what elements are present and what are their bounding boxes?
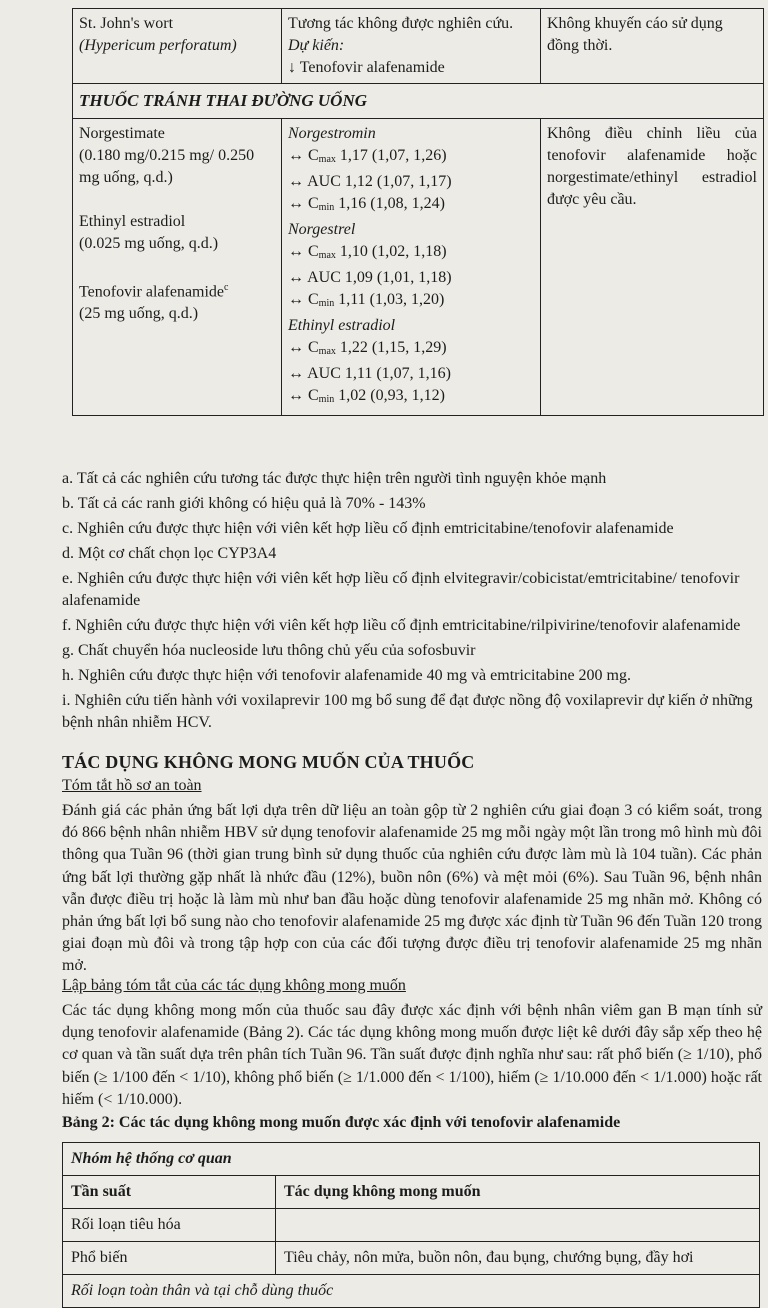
- effect-cell: [282, 9, 541, 84]
- summary-heading: Tóm tắt hồ sơ an toàn: [62, 777, 202, 794]
- section-heading: TÁC DỤNG KHÔNG MONG MUỐN CỦA THUỐC: [62, 752, 475, 772]
- group3-cmin: ↔ $C_{min}$ 1,02 (0,93, 1,12): [288, 387, 445, 405]
- footnote-h: h. Nghiên cứu được thực hiện với tenofovir alafenamide 40 mg và emtricitabine 200 mg.: [62, 667, 631, 684]
- adverse-effects-table: [62, 1142, 760, 1308]
- effects-cell: Tiêu chảy, nôn mửa, buồn nôn, đau bụng, chướng bụng, đầy hơi: [276, 1242, 760, 1275]
- group2-cmax: ↔ $C_{max}$ 1,10 (1,02, 1,18): [288, 243, 447, 261]
- footnote-d: d. Một cơ chất chọn lọc CYP3A4: [62, 545, 277, 562]
- group1-auc: ↔ AUC 1,12 (1,07, 1,17): [288, 173, 452, 190]
- system-column-header: Nhóm hệ thống cơ quan: [63, 1143, 760, 1176]
- drug-latin-name: (Hypericum perforatum): [79, 37, 237, 54]
- interaction-table: [72, 8, 764, 416]
- section-title: THUỐC TRÁNH THAI ĐƯỜNG UỐNG: [73, 84, 764, 119]
- group3-name: Ethinyl estradiol: [288, 317, 396, 334]
- group3-cmax: ↔ $C_{max}$ 1,22 (1,15, 1,29): [288, 339, 447, 357]
- frequency-cell: Phổ biến: [63, 1242, 276, 1275]
- table-row: [63, 1242, 760, 1275]
- drug-cell: [73, 119, 282, 416]
- table-row: [63, 1143, 760, 1176]
- table-row: [73, 9, 764, 84]
- organ-group: Rối loạn toàn thân và tại chỗ dùng thuốc: [63, 1275, 760, 1308]
- effect-column-header: Tác dụng không mong muốn: [276, 1176, 760, 1209]
- effect-text: Tương tác không được nghiên cứu.: [288, 15, 514, 32]
- summary-paragraph: Đánh giá các phản ứng bất lợi dựa trên dữ liệu an toàn gộp từ 2 nghiên cứu giai đoạn 3 có kiểm soát, trong đó 866 bệnh nhân nhiễm HBV sử dụng tenofovir alafenamide 25 mg mỗi ngày một lần trong mô hình mù đôi thông qua Tuần 96 (thời gian trung bình sử dụng thuốc của nghiên cứu được làm mù là 104 tuần). Các phản ứng bất lợi thường gặp nhất là nhức đầu (12%), buồn nôn (6%) và mệt mỏi (6%). Sau Tuần 96, bệnh nhân vẫn được điều trị hoặc là làm mù như ban đầu hoặc dùng tenofovir alafenamide 25 mg nhãn mở. Không có phản ứng bất lợi bổ sung nào cho tenofovir alafenamide 25 mg được xác định từ Tuần 96 đến Tuần 120 trong giai đoạn mù đôi và trong tập hợp con của các đối tượng được điều trị tenofovir alafenamide 25 mg nhãn mở.: [62, 802, 762, 975]
- group2-name: Norgestrel: [288, 221, 356, 238]
- table-row: [63, 1209, 760, 1242]
- footnotes: [62, 468, 766, 737]
- drug-cell: [73, 9, 282, 84]
- group1-name: Norgestromin: [288, 125, 376, 142]
- drug1-dose: (0.180 mg/0.215 mg/ 0.250 mg uống, q.d.): [79, 147, 255, 186]
- effect-value: ↓ Tenofovir alafenamide: [288, 59, 445, 76]
- drug-name: St. John's wort: [79, 15, 174, 32]
- table-row: [73, 119, 764, 416]
- footnote-a: a. Tất cả các nghiên cứu tương tác được thực hiện trên người tình nguyện khỏe mạnh: [62, 470, 607, 487]
- effect-expected: Dự kiến:: [288, 37, 345, 54]
- frequency-column-header: Tần suất: [63, 1176, 276, 1209]
- group1-cmax: ↔ $C_{max}$ 1,17 (1,07, 1,26): [288, 147, 447, 165]
- table-row: [63, 1176, 760, 1209]
- footnote-c: c. Nghiên cứu được thực hiện với viên kết hợp liều cố định emtricitabine/tenofovir alafenamide: [62, 520, 674, 537]
- footnote-e: e. Nghiên cứu được thực hiện với viên kết hợp liều cố định elvitegravir/cobicistat/emtricitabine/ tenofovir alafenamide: [62, 570, 740, 609]
- footnote-b: b. Tất cả các ranh giới không có hiệu quả là 70% - 143%: [62, 495, 426, 512]
- table-paragraph: Các tác dụng không mong mốn của thuốc sau đây được xác định với bệnh nhân viêm gan B mạn tính sử dụng tenofovir alafenamide (Bảng 2). Các tác dụng không mong muốn được liệt kê dưới đây sắp xếp theo hệ cơ quan và tần suất dựa trên phân tích Tuần 96. Tần suất được định nghĩa như sau: rất phổ biến (≥ 1/10), phổ biến (≥ 1/100 đến < 1/10), không phổ biến (≥ 1/1.000 đến < 1/100), hiếm (≥ 1/10.000 đến < 1/1.000) hoặc rất hiếm (< 1/10.000).: [62, 1002, 762, 1108]
- drug2-name: Ethinyl estradiol: [79, 213, 186, 230]
- group1-cmin: ↔ $C_{min}$ 1,16 (1,08, 1,24): [288, 195, 445, 213]
- recommendation-cell: Không khuyến cáo sử dụng đồng thời.: [541, 9, 764, 84]
- table-heading: Lập bảng tóm tắt của các tác dụng không mong muốn: [62, 977, 406, 994]
- drug3-dose: (25 mg uống, q.d.): [79, 305, 199, 323]
- drug1-name: Norgestimate: [79, 125, 165, 142]
- drug3-name: Tenofovir alafenamide$^c$: [79, 282, 229, 301]
- empty-cell: [276, 1209, 760, 1242]
- table-row: [63, 1275, 760, 1308]
- group2-cmin: ↔ $C_{min}$ 1,11 (1,03, 1,20): [288, 291, 445, 309]
- organ-group: Rối loạn tiêu hóa: [63, 1209, 276, 1242]
- recommendation-cell: Không điều chỉnh liều của tenofovir alafenamide hoặc norgestimate/ethinyl estradiol được yêu cầu.: [541, 119, 764, 416]
- section-row: [73, 84, 764, 119]
- footnote-i: i. Nghiên cứu tiến hành với voxilaprevir 100 mg bổ sung để đạt được nồng độ voxilaprevir dự kiến ở những bệnh nhân nhiễm HCV.: [62, 692, 753, 731]
- effect-cell: [282, 119, 541, 416]
- group3-auc: ↔ AUC 1,11 (1,07, 1,16): [288, 365, 451, 382]
- table2-caption: Bảng 2: Các tác dụng không mong muốn được xác định với tenofovir alafenamide: [62, 1114, 621, 1131]
- footnote-g: g. Chất chuyển hóa nucleoside lưu thông chủ yếu của sofosbuvir: [62, 642, 476, 659]
- group2-auc: ↔ AUC 1,09 (1,01, 1,18): [288, 269, 452, 286]
- footnote-f: f. Nghiên cứu được thực hiện với viên kết hợp liều cố định emtricitabine/rilpivirine/tenofovir alafenamide: [62, 617, 741, 634]
- drug2-dose: (0.025 mg uống, q.d.): [79, 235, 219, 252]
